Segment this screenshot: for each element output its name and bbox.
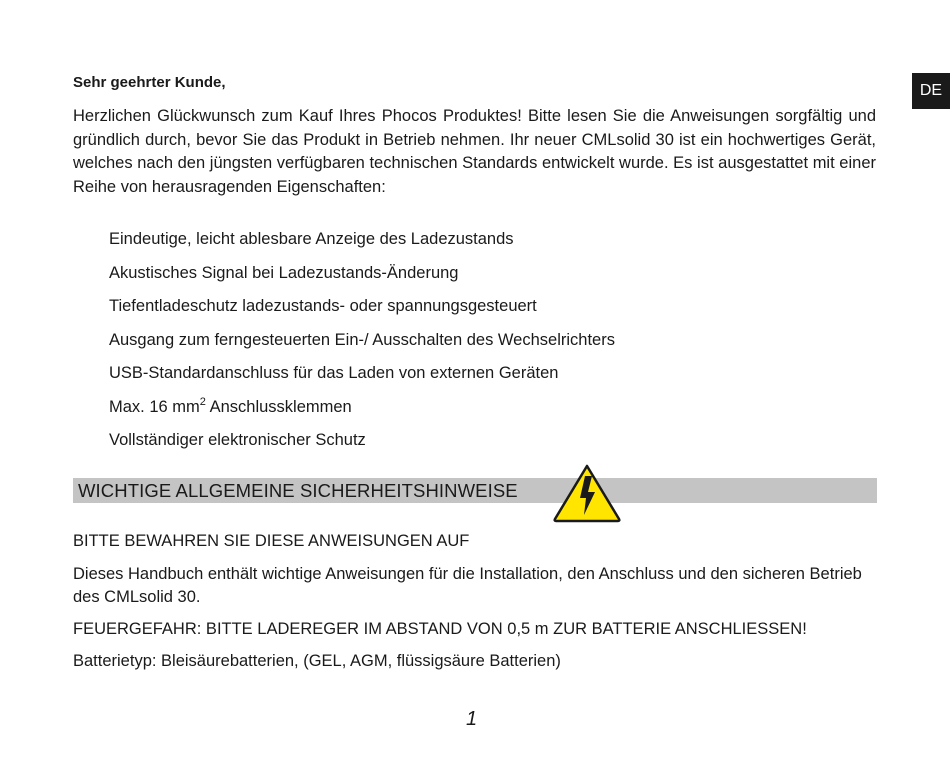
fire-hazard-text: FEUERGEFAHR: BITTE LADEREGER IM ABSTAND VON 0,5 m ZUR BATTERIE ANSCHLIESSEN! [73,620,807,638]
language-tab: DE [912,73,950,109]
manual-note-text: Dieses Handbuch enthält wichtige Anweisungen für die Installation, den Anschluss und den sicheren Betrieb des CMLsolid 30. [73,565,862,606]
keep-instructions-text: BITTE BEWAHREN SIE DIESE ANWEISUNGEN AUF [73,532,470,550]
terminal-prefix: Max. 16 mm [109,397,200,416]
greeting: Sehr geehrter Kunde, [73,74,226,91]
feature-item: Eindeutige, leicht ablesbare Anzeige des Ladezustands [109,230,514,248]
feature-item: Ausgang zum ferngesteuerten Ein-/ Ausschalten des Wechselrichters [109,330,615,349]
terminal-superscript: 2 [199,395,206,408]
safety-section-header [73,478,877,503]
feature-item: Tiefentladeschutz ladezustands- oder spannungsgesteuert [109,297,537,315]
feature-item: USB-Standardanschluss für das Laden von externen Geräten [109,364,559,382]
feature-item: Vollständiger elektronischer Schutz [109,431,366,449]
feature-item: Akustisches Signal bei Ladezustands-Änderung [109,263,459,282]
feature-list [109,226,615,461]
safety-section-title: WICHTIGE ALLGEMEINE SICHERHEITSHINWEISE [78,480,518,501]
intro-paragraph: Herzlichen Glückwunsch zum Kauf Ihres Phocos Produktes! Bitte lesen Sie die Anweisungen sorgfältig und gründlich durch, bevor Sie das Produkt in Betrieb nehmen. Ihr neuer CMLsolid 30 ist ein hochwertiges Gerät, welches nach den jüngsten verfügbaren technischen Standards entwickelt wurde. Es ist ausgestattet mit einer Reihe von herausragenden Eigenschaften: [73,107,876,196]
feature-item-terminals [109,394,615,428]
battery-type-text: Batterietyp: Bleisäurebatterien, (GEL, AGM, flüssigsäure Batterien) [73,652,561,670]
page-number: 1 [466,708,478,730]
high-voltage-warning-icon [552,463,622,523]
terminal-suffix: Anschlussklemmen [205,397,352,416]
